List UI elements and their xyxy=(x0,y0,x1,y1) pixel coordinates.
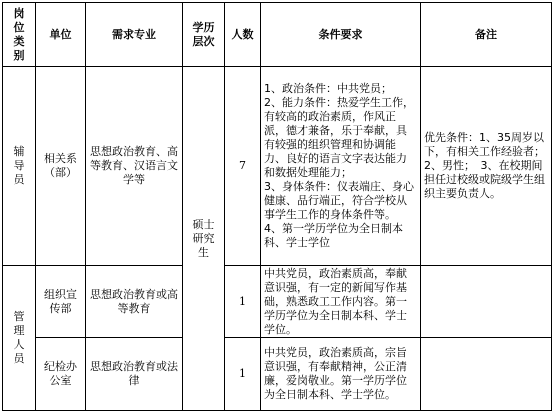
table-row-counselor xyxy=(3,67,552,266)
count-cell: 7 xyxy=(225,67,261,266)
header-requirements: 条件要求 xyxy=(261,3,421,67)
count-cell: 1 xyxy=(225,338,261,411)
table-row-organization xyxy=(3,266,552,338)
unit-cell: 纪检办 公室 xyxy=(36,338,86,411)
unit-cell: 相关系 （部） xyxy=(36,67,86,266)
header-major: 需求专业 xyxy=(86,3,183,67)
major-cell: 思想政治教育或法律 xyxy=(86,338,183,411)
header-unit: 单位 xyxy=(36,3,86,67)
header-row xyxy=(3,3,552,67)
header-notes: 备注 xyxy=(421,3,552,67)
requirements-cell: 1、政治条件：中共党员； 2、能力条件：热爱学生工作，有较高的政治素质，作风正派，德才兼备，乐于奉献，具有较强的组织管理和协调能力、良好的语言文字表达能力和数据处理能力； 3、身体条件：仪表端庄、身心健康、品行端正，符合学校从事学生工作的身体条件等。 4、第一学历学位为全日制本科、学士学位 xyxy=(261,67,421,266)
education-cell: 硕士 研究 生 xyxy=(183,67,225,411)
header-education: 学历 层次 xyxy=(183,3,225,67)
major-cell: 思想政治教育、高等教育、汉语言文学等 xyxy=(86,67,183,266)
unit-cell: 组织宣 传部 xyxy=(36,266,86,338)
category-management: 管 理 人 员 xyxy=(3,266,36,411)
table-row-discipline xyxy=(3,338,552,411)
header-category: 岗 位 类 别 xyxy=(3,3,36,67)
notes-cell: 优先条件：1、35周岁以下，有相关工作经验者； 2、男性； 3、在校期间担任过校级或院级学生组织主要负责人。 xyxy=(421,67,552,266)
category-counselor: 辅 导 员 xyxy=(3,67,36,266)
notes-cell xyxy=(421,266,552,338)
notes-cell xyxy=(421,338,552,411)
requirements-cell: 中共党员，政治素质高，宗旨意识强，有奉献精神，公正清廉，爱岗敬业。第一学历学位为全日制本科、学士学位。 xyxy=(261,338,421,411)
recruitment-table xyxy=(2,2,552,411)
major-cell: 思想政治教育或高等教育 xyxy=(86,266,183,338)
count-cell: 1 xyxy=(225,266,261,338)
requirements-cell: 中共党员，政治素质高，奉献意识强，有一定的新闻写作基础，熟悉政工工作内容。第一学历学位为全日制本科、学士学位。 xyxy=(261,266,421,338)
header-count: 人数 xyxy=(225,3,261,67)
